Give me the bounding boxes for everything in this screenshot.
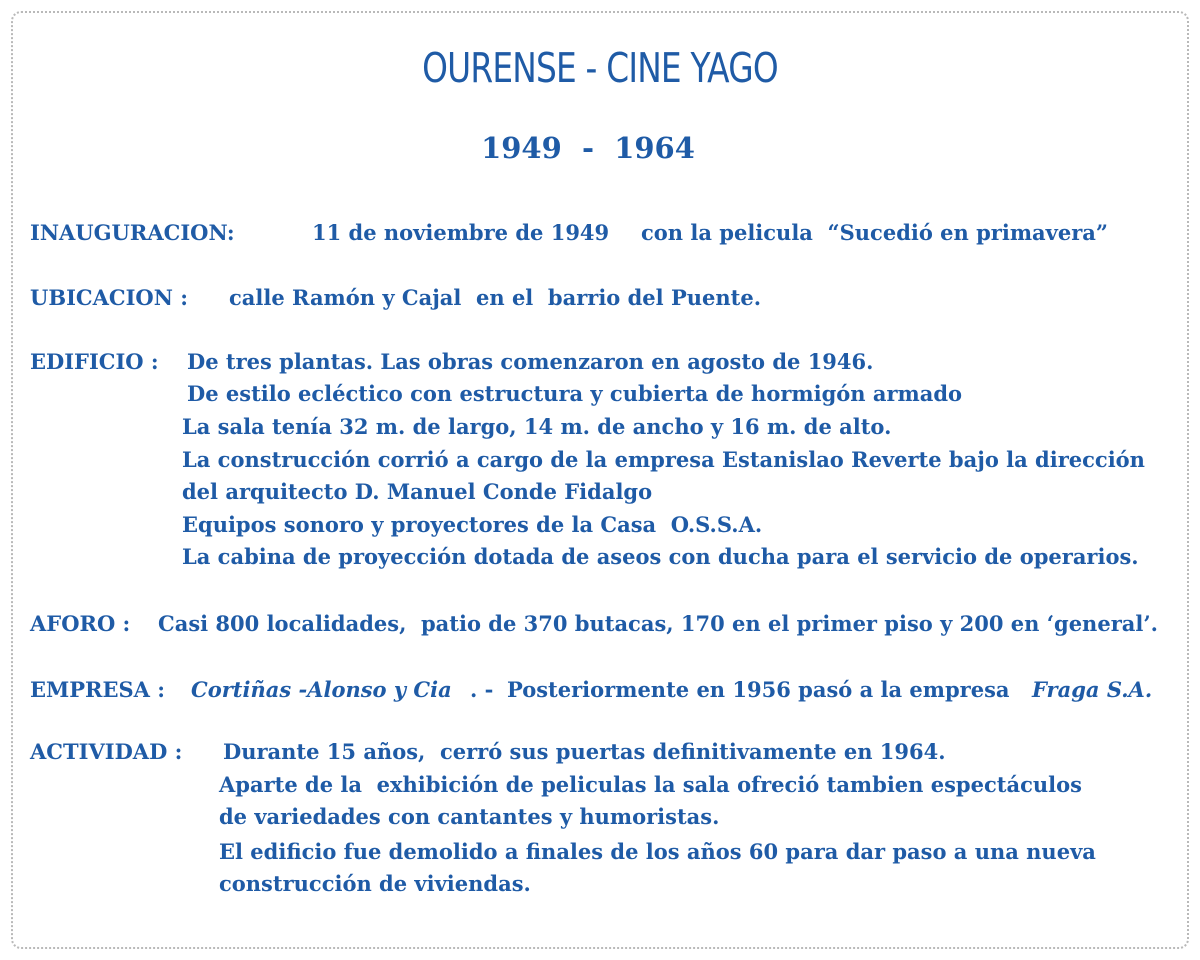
edificio-line: La cabina de proyección dotada de aseos con ducha para el servicio de operarios. <box>182 544 1139 569</box>
actividad-line: El edificio fue demolido a finales de los años 60 para dar paso a una nueva <box>219 839 1096 864</box>
page-title: OURENSE - CINE YAGO <box>422 44 778 92</box>
edificio-label: EDIFICIO : <box>30 349 159 374</box>
inauguracion-label: INAUGURACION: <box>30 220 235 245</box>
empresa-label: EMPRESA : <box>30 677 166 702</box>
edificio-line: De estilo ecléctico con estructura y cubierta de hormigón armado <box>187 381 963 406</box>
inauguracion-date: 11 de noviembre de 1949 <box>312 220 610 245</box>
empresa-separator: . - <box>470 677 494 702</box>
edificio-line: del arquitecto D. Manuel Conde Fidalgo <box>182 479 653 504</box>
edificio-line: De tres plantas. Las obras comenzaron en agosto de 1946. <box>187 349 874 374</box>
empresa-company-2: Fraga S.A. <box>1032 677 1153 702</box>
actividad-label: ACTIVIDAD : <box>30 739 183 764</box>
aforo-label: AFORO : <box>30 611 131 636</box>
empresa-text: Posteriormente en 1956 pasó a la empresa <box>507 677 1010 702</box>
actividad-line: Aparte de la exhibición de peliculas la sala ofreció tambien espectáculos <box>219 772 1082 797</box>
actividad-line: de variedades con cantantes y humoristas. <box>219 804 720 829</box>
years-range: 1949 - 1964 <box>481 131 695 165</box>
edificio-line: La construcción corrió a cargo de la empresa Estanislao Reverte bajo la dirección <box>182 447 1145 472</box>
ubicacion-label: UBICACION : <box>30 285 188 310</box>
actividad-line: construcción de viviendas. <box>219 871 531 896</box>
edificio-line: Equipos sonoro y proyectores de la Casa O.S.S.A. <box>182 512 763 537</box>
inauguracion-film: con la pelicula “Sucedió en primavera” <box>641 220 1108 245</box>
empresa-company-1: Cortiñas -Alonso y Cia <box>191 677 452 702</box>
aforo-text: Casi 800 localidades, patio de 370 butacas, 170 en el primer piso y 200 en ‘general’. <box>158 611 1158 636</box>
ubicacion-text: calle Ramón y Cajal en el barrio del Puente. <box>229 285 762 310</box>
edificio-line: La sala tenía 32 m. de largo, 14 m. de ancho y 16 m. de alto. <box>182 414 892 439</box>
actividad-line: Durante 15 años, cerró sus puertas definitivamente en 1964. <box>223 739 946 764</box>
